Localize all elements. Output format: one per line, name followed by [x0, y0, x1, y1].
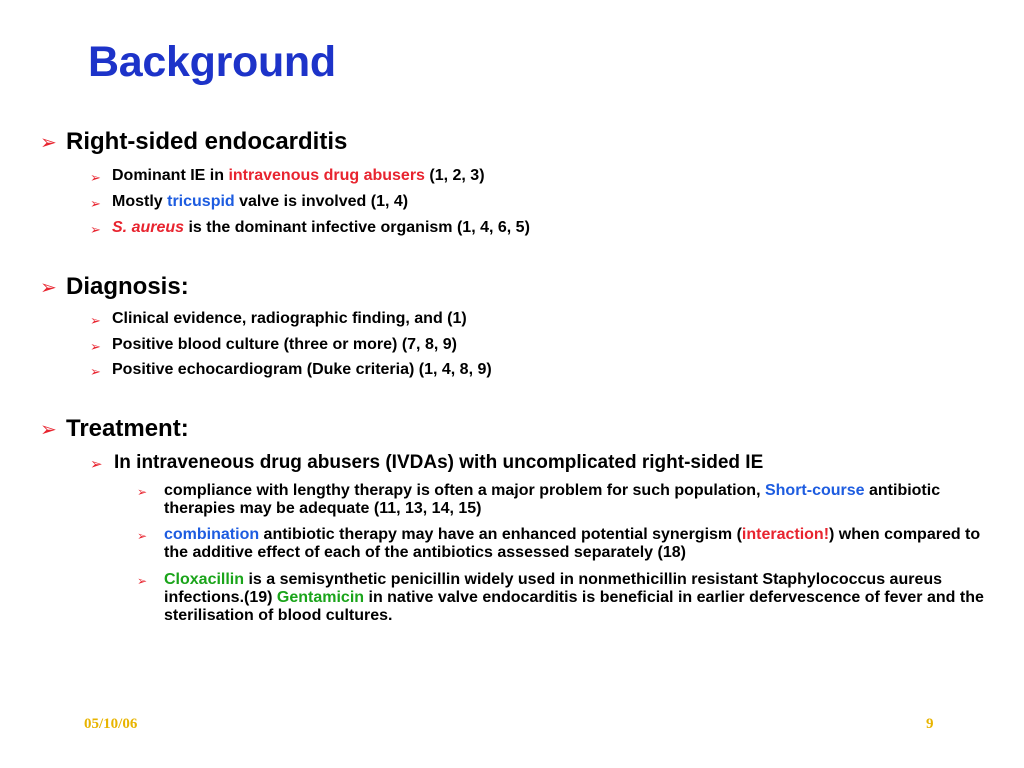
arrow-bullet-icon: ➢ — [137, 485, 148, 499]
subsubbullet-compliance — [137, 482, 1002, 518]
highlight-text: Short-course — [764, 482, 865, 499]
subbullet-echocardiogram — [90, 360, 492, 382]
highlight-text: tricuspid — [167, 193, 235, 210]
subbullet-text — [112, 192, 408, 212]
text-segment: antibiotic therapy may have an enhanced potential synergism ( — [259, 526, 742, 543]
arrow-bullet-icon: ➢ — [137, 574, 148, 588]
subbullet-dominant-ie — [90, 166, 485, 188]
arrow-bullet-icon: ➢ — [90, 196, 101, 211]
text-segment: in native valve endocarditis is beneficial in earlier defervescence of fever and the sterilisation of blood cultures. — [164, 589, 984, 624]
arrow-bullet-icon: ➢ — [137, 529, 148, 543]
highlight-text: intravenous drug abusers — [228, 167, 425, 184]
subsubbullet-combination — [137, 526, 1002, 562]
subsubbullet-text — [164, 571, 1002, 625]
heading-right-sided: Right-sided endocarditis — [66, 128, 348, 155]
arrow-bullet-icon: ➢ — [40, 277, 57, 299]
text-segment: (1, 2, 3) — [424, 167, 485, 184]
highlight-text: Cloxacillin — [164, 571, 245, 588]
arrow-bullet-icon: ➢ — [90, 170, 101, 185]
highlight-text: interaction! — [741, 526, 830, 543]
subbullet-clinical-evidence — [90, 309, 467, 331]
subbullet-tricuspid — [90, 192, 408, 214]
text-segment: valve is involved (1, 4) — [234, 193, 409, 210]
highlight-text: Gentamicin — [276, 589, 365, 606]
text-segment: compliance with lengthy therapy is often a major problem for such population, — [164, 482, 765, 499]
arrow-bullet-icon: ➢ — [90, 364, 101, 379]
text-segment: Mostly — [112, 193, 168, 210]
bullet-treatment — [40, 415, 189, 444]
subbullet-text: In intraveneous drug abusers (IVDAs) with uncomplicated right-sided IE — [114, 452, 764, 473]
subbullet-s-aureus — [90, 218, 530, 240]
arrow-bullet-icon: ➢ — [90, 313, 101, 328]
text-segment: ) when compared to the additive effect of each of the antibiotics assessed separately (18) — [164, 526, 981, 561]
text-segment: is the dominant infective organism (1, 4, 6, 5) — [184, 219, 530, 236]
subsubbullet-cloxacillin — [137, 571, 1002, 625]
footer-date: 05/10/06 — [84, 716, 138, 732]
arrow-bullet-icon: ➢ — [40, 132, 57, 154]
subbullet-text — [112, 218, 530, 238]
subbullet-text — [112, 166, 485, 186]
subsubbullet-text — [164, 526, 1002, 562]
subbullet-text: Positive blood culture (three or more) (7, 8, 9) — [112, 336, 457, 353]
text-segment: is a semisynthetic penicillin widely used in nonmethicillin resistant Staphylococcus aureus infections.(19) — [164, 571, 943, 606]
arrow-bullet-icon: ➢ — [90, 456, 103, 473]
subbullet-blood-culture — [90, 335, 457, 357]
heading-diagnosis: Diagnosis: — [66, 273, 189, 300]
arrow-bullet-icon: ➢ — [90, 222, 101, 237]
arrow-bullet-icon: ➢ — [90, 339, 101, 354]
highlight-text: S. aureus — [112, 219, 185, 236]
heading-treatment: Treatment: — [66, 415, 189, 442]
bullet-diagnosis — [40, 273, 189, 302]
subsubbullet-text — [164, 482, 1002, 518]
arrow-bullet-icon: ➢ — [40, 419, 57, 441]
subbullet-text: Clinical evidence, radiographic finding, and (1) — [112, 310, 467, 327]
slide-title: Background — [88, 38, 336, 86]
text-segment: Dominant IE in — [112, 167, 229, 184]
page-number: 9 — [926, 716, 934, 732]
subbullet-text: Positive echocardiogram (Duke criteria) (1, 4, 8, 9) — [112, 361, 492, 378]
subbullet-ivdas — [90, 451, 763, 476]
bullet-right-sided — [40, 128, 347, 157]
text-segment: antibiotic therapies may be adequate (11, 13, 14, 15) — [164, 482, 941, 517]
highlight-text: combination — [164, 526, 260, 543]
